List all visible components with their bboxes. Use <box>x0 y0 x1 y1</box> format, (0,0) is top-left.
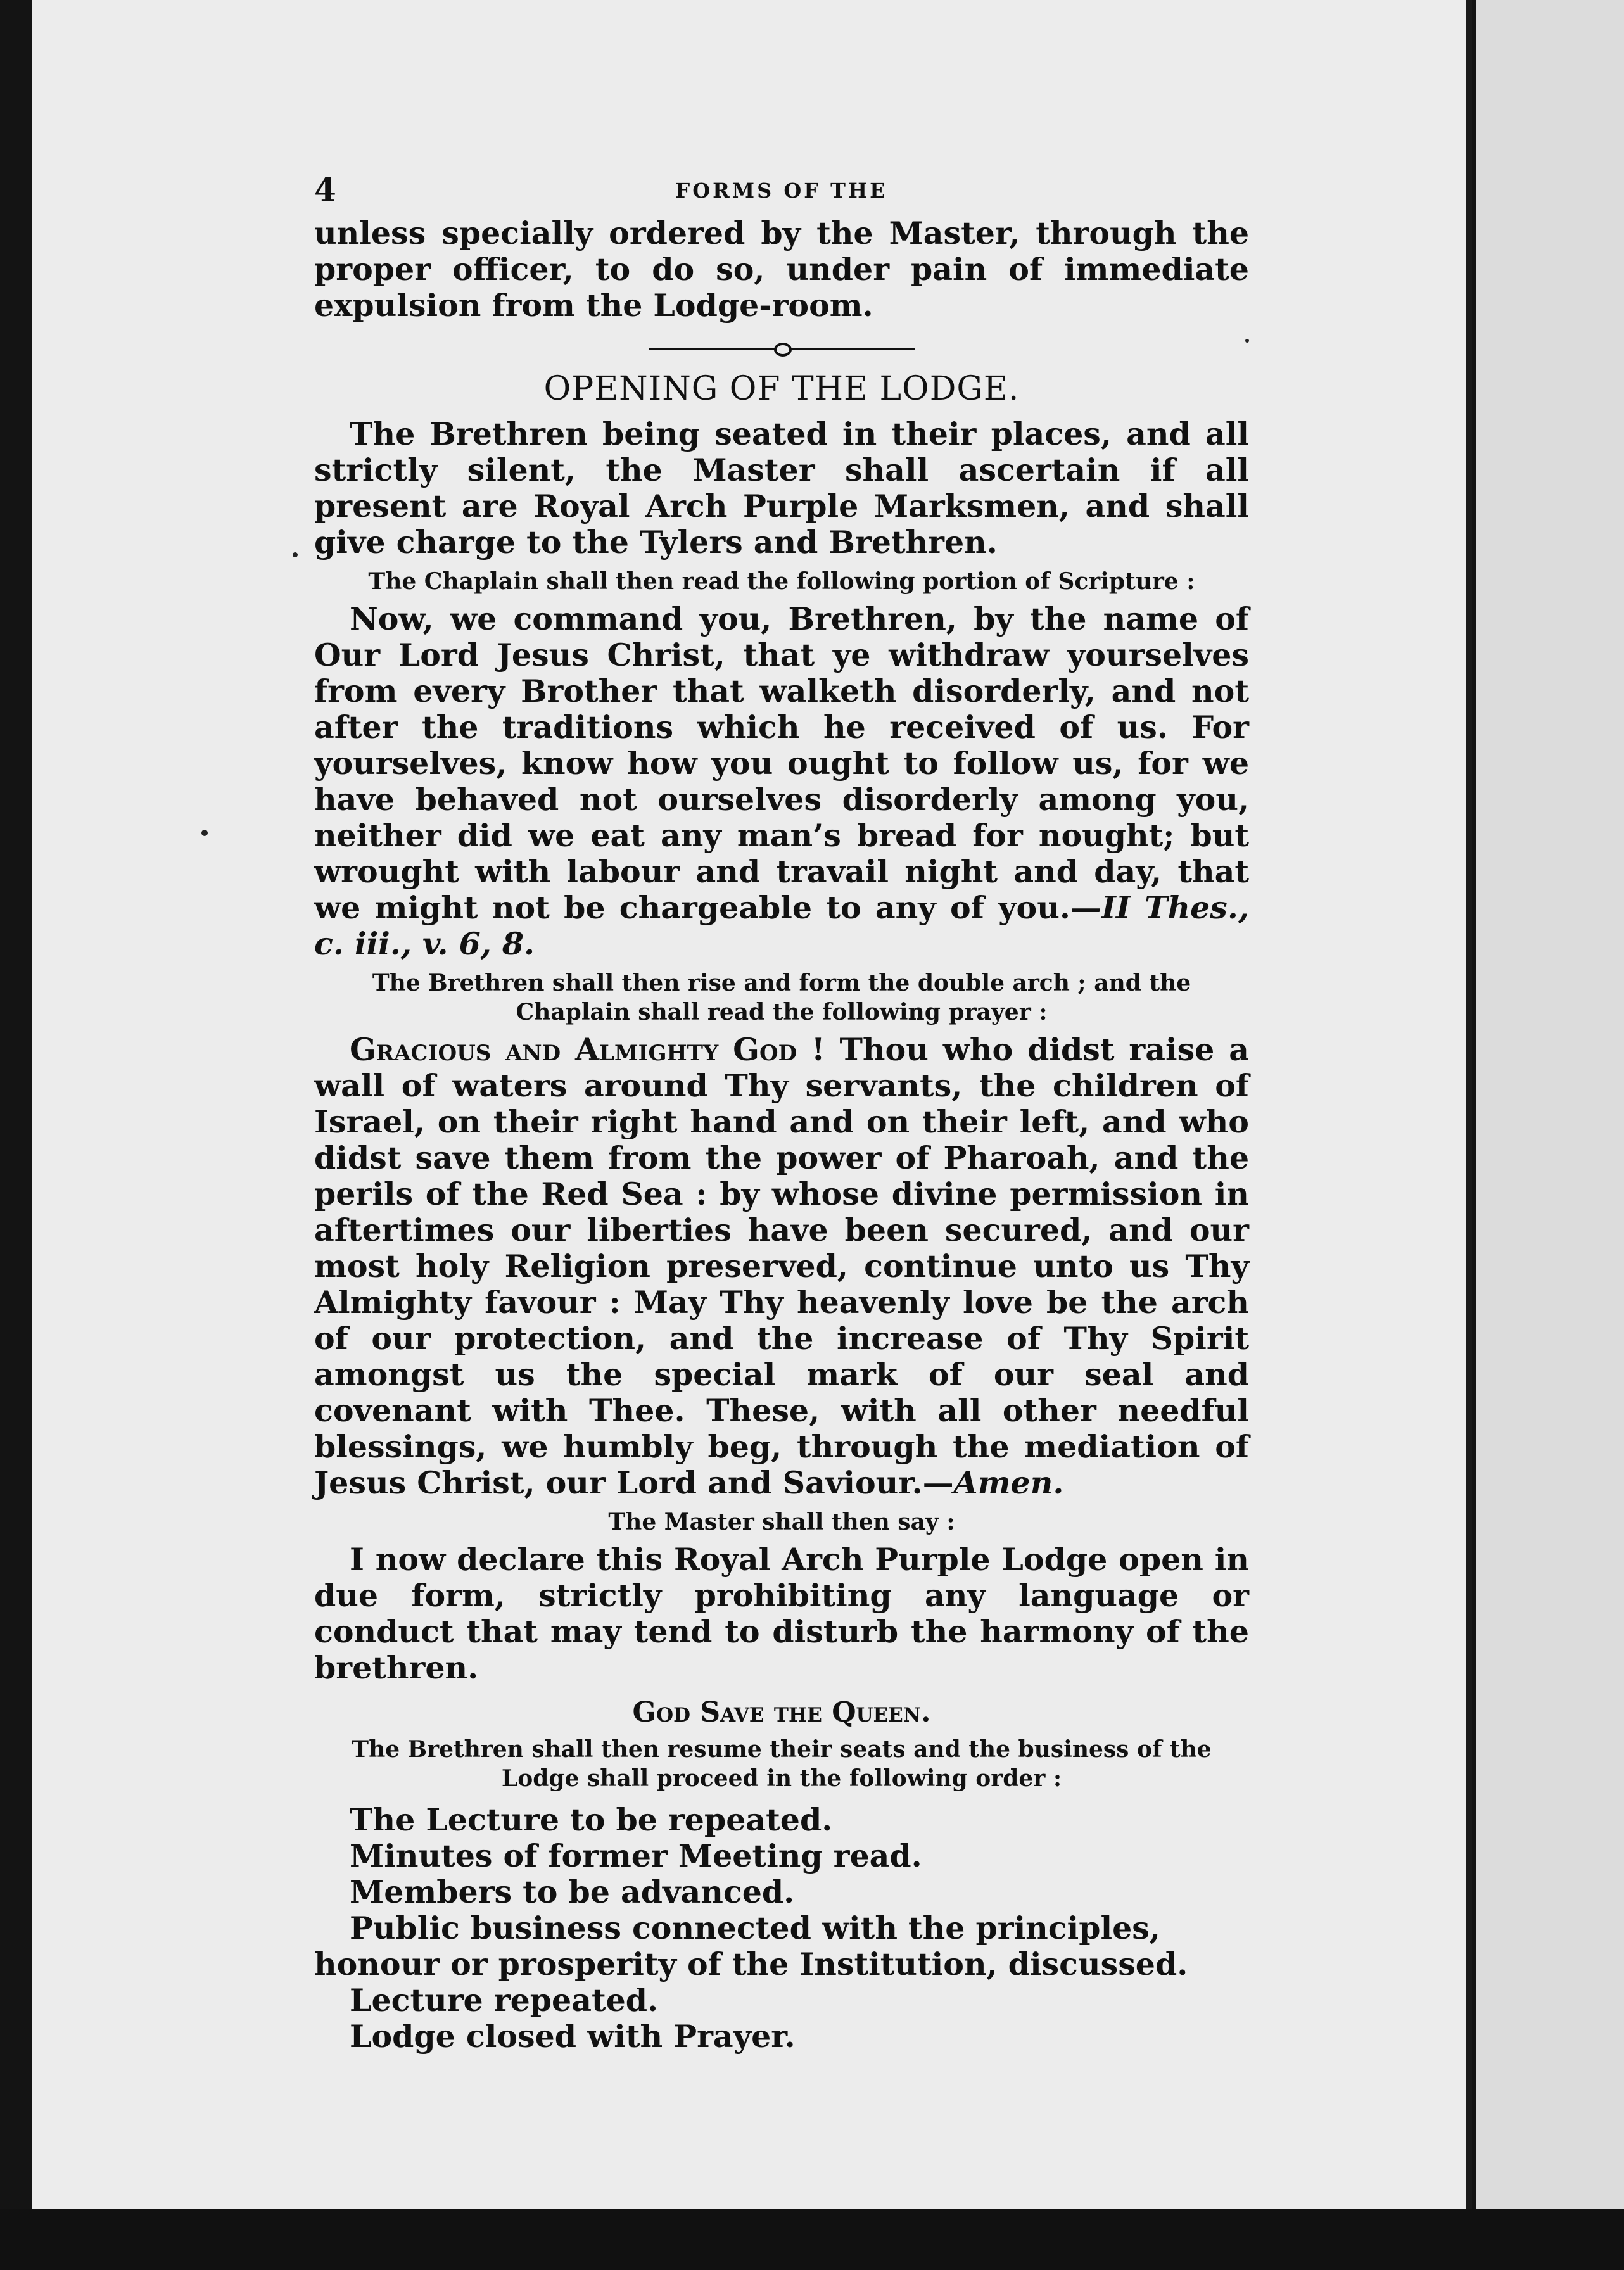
ornamental-rule <box>649 338 915 360</box>
scan-speck <box>201 830 208 836</box>
rubric-resume-seats: The Brethren shall then resume their seats and the business of the Lodge shall proceed in the following order : <box>352 1736 1212 1792</box>
page-text <box>314 171 1249 2055</box>
right-page-edge <box>1476 0 1624 2270</box>
list-item: Minutes of former Meeting read. <box>350 1837 922 1874</box>
page-number: 4 <box>314 171 336 208</box>
prayer <box>314 1032 1249 1501</box>
order-of-business <box>314 1802 1249 2055</box>
list-item: Lodge closed with Prayer. <box>350 2018 796 2055</box>
list-item: The Lecture to be repeated. <box>350 1801 833 1838</box>
rubric-double-arch: The Brethren shall then rise and form the double arch ; and the Chaplain shall read the following prayer : <box>372 970 1191 1025</box>
rule-knot-icon <box>774 343 792 357</box>
list-item: Lecture repeated. <box>350 1982 659 2019</box>
prayer-opening: Gracious and Almighty God ! <box>350 1031 825 1068</box>
scripture-passage <box>314 601 1249 962</box>
running-head <box>314 171 1249 215</box>
prayer-text: Thou who didst raise a wall of waters around Thy servants, the children of Israel, on their right hand and on their left, and who didst save them from the power of Pharoah, and the perils of the Red Sea : by whose divine permission in aftertimes our liberties have been secured, and our most holy Religion preserved, continue unto us Thy Almighty favour : May Thy heavenly love be the arch of our protection, and the increase of Thy Spirit amongst us the special mark of our seal and covenant with Thee. These, with all other needful blessings, we humbly beg, through the mediation of Jesus Christ, our Lord and Saviour.— <box>314 1031 1250 1501</box>
intro-paragraph: unless specially ordered by the Master, through the proper officer, to do so, under pain of immediate expulsion from the Lodge-room. <box>314 215 1249 324</box>
running-title: FORMS OF THE <box>675 179 888 203</box>
section-title: OPENING OF THE LODGE. <box>543 370 1020 408</box>
page-gutter <box>1466 0 1472 2270</box>
rubric-master-say: The Master shall then say : <box>608 1509 955 1535</box>
declaration: I now declare this Royal Arch Purple Lodge open in due form, strictly prohibiting any language or conduct that may tend to disturb the harmony of the brethren. <box>314 1541 1249 1686</box>
list-item: Public business connected with the principles, honour or prosperity of the Institution, discussed. <box>314 1910 1188 1982</box>
scan-bottom-margin <box>0 2209 1624 2270</box>
list-item: Members to be advanced. <box>350 1874 795 1910</box>
scan-speck <box>293 552 298 557</box>
scripture-citation: —II Thes., c. iii., v. 6, 8. <box>314 889 1250 962</box>
prayer-amen: Amen. <box>953 1464 1064 1501</box>
paragraph-1: The Brethren being seated in their places, and all strictly silent, the Master shall ascertain if all present are Royal Arch Purple Marksmen, and shall give charge to the Tylers and Brethren. <box>314 415 1249 561</box>
scripture-text: Now, we command you, Brethren, by the name of Our Lord Jesus Christ, that ye withdraw yourselves from every Brother that walketh disorderly, and not after the traditions which he received of us. For yourselves, know how you ought to follow us, for we have behaved not ourselves disorderly among you, neither did we eat any man’s bread for nought; but wrought with labour and travail night and day, that we might not be chargeable to any of you. <box>314 600 1249 926</box>
god-save-the-queen: God Save the Queen. <box>632 1696 931 1728</box>
rubric-chaplain-scripture: The Chaplain shall then read the following portion of Scripture : <box>368 568 1195 595</box>
